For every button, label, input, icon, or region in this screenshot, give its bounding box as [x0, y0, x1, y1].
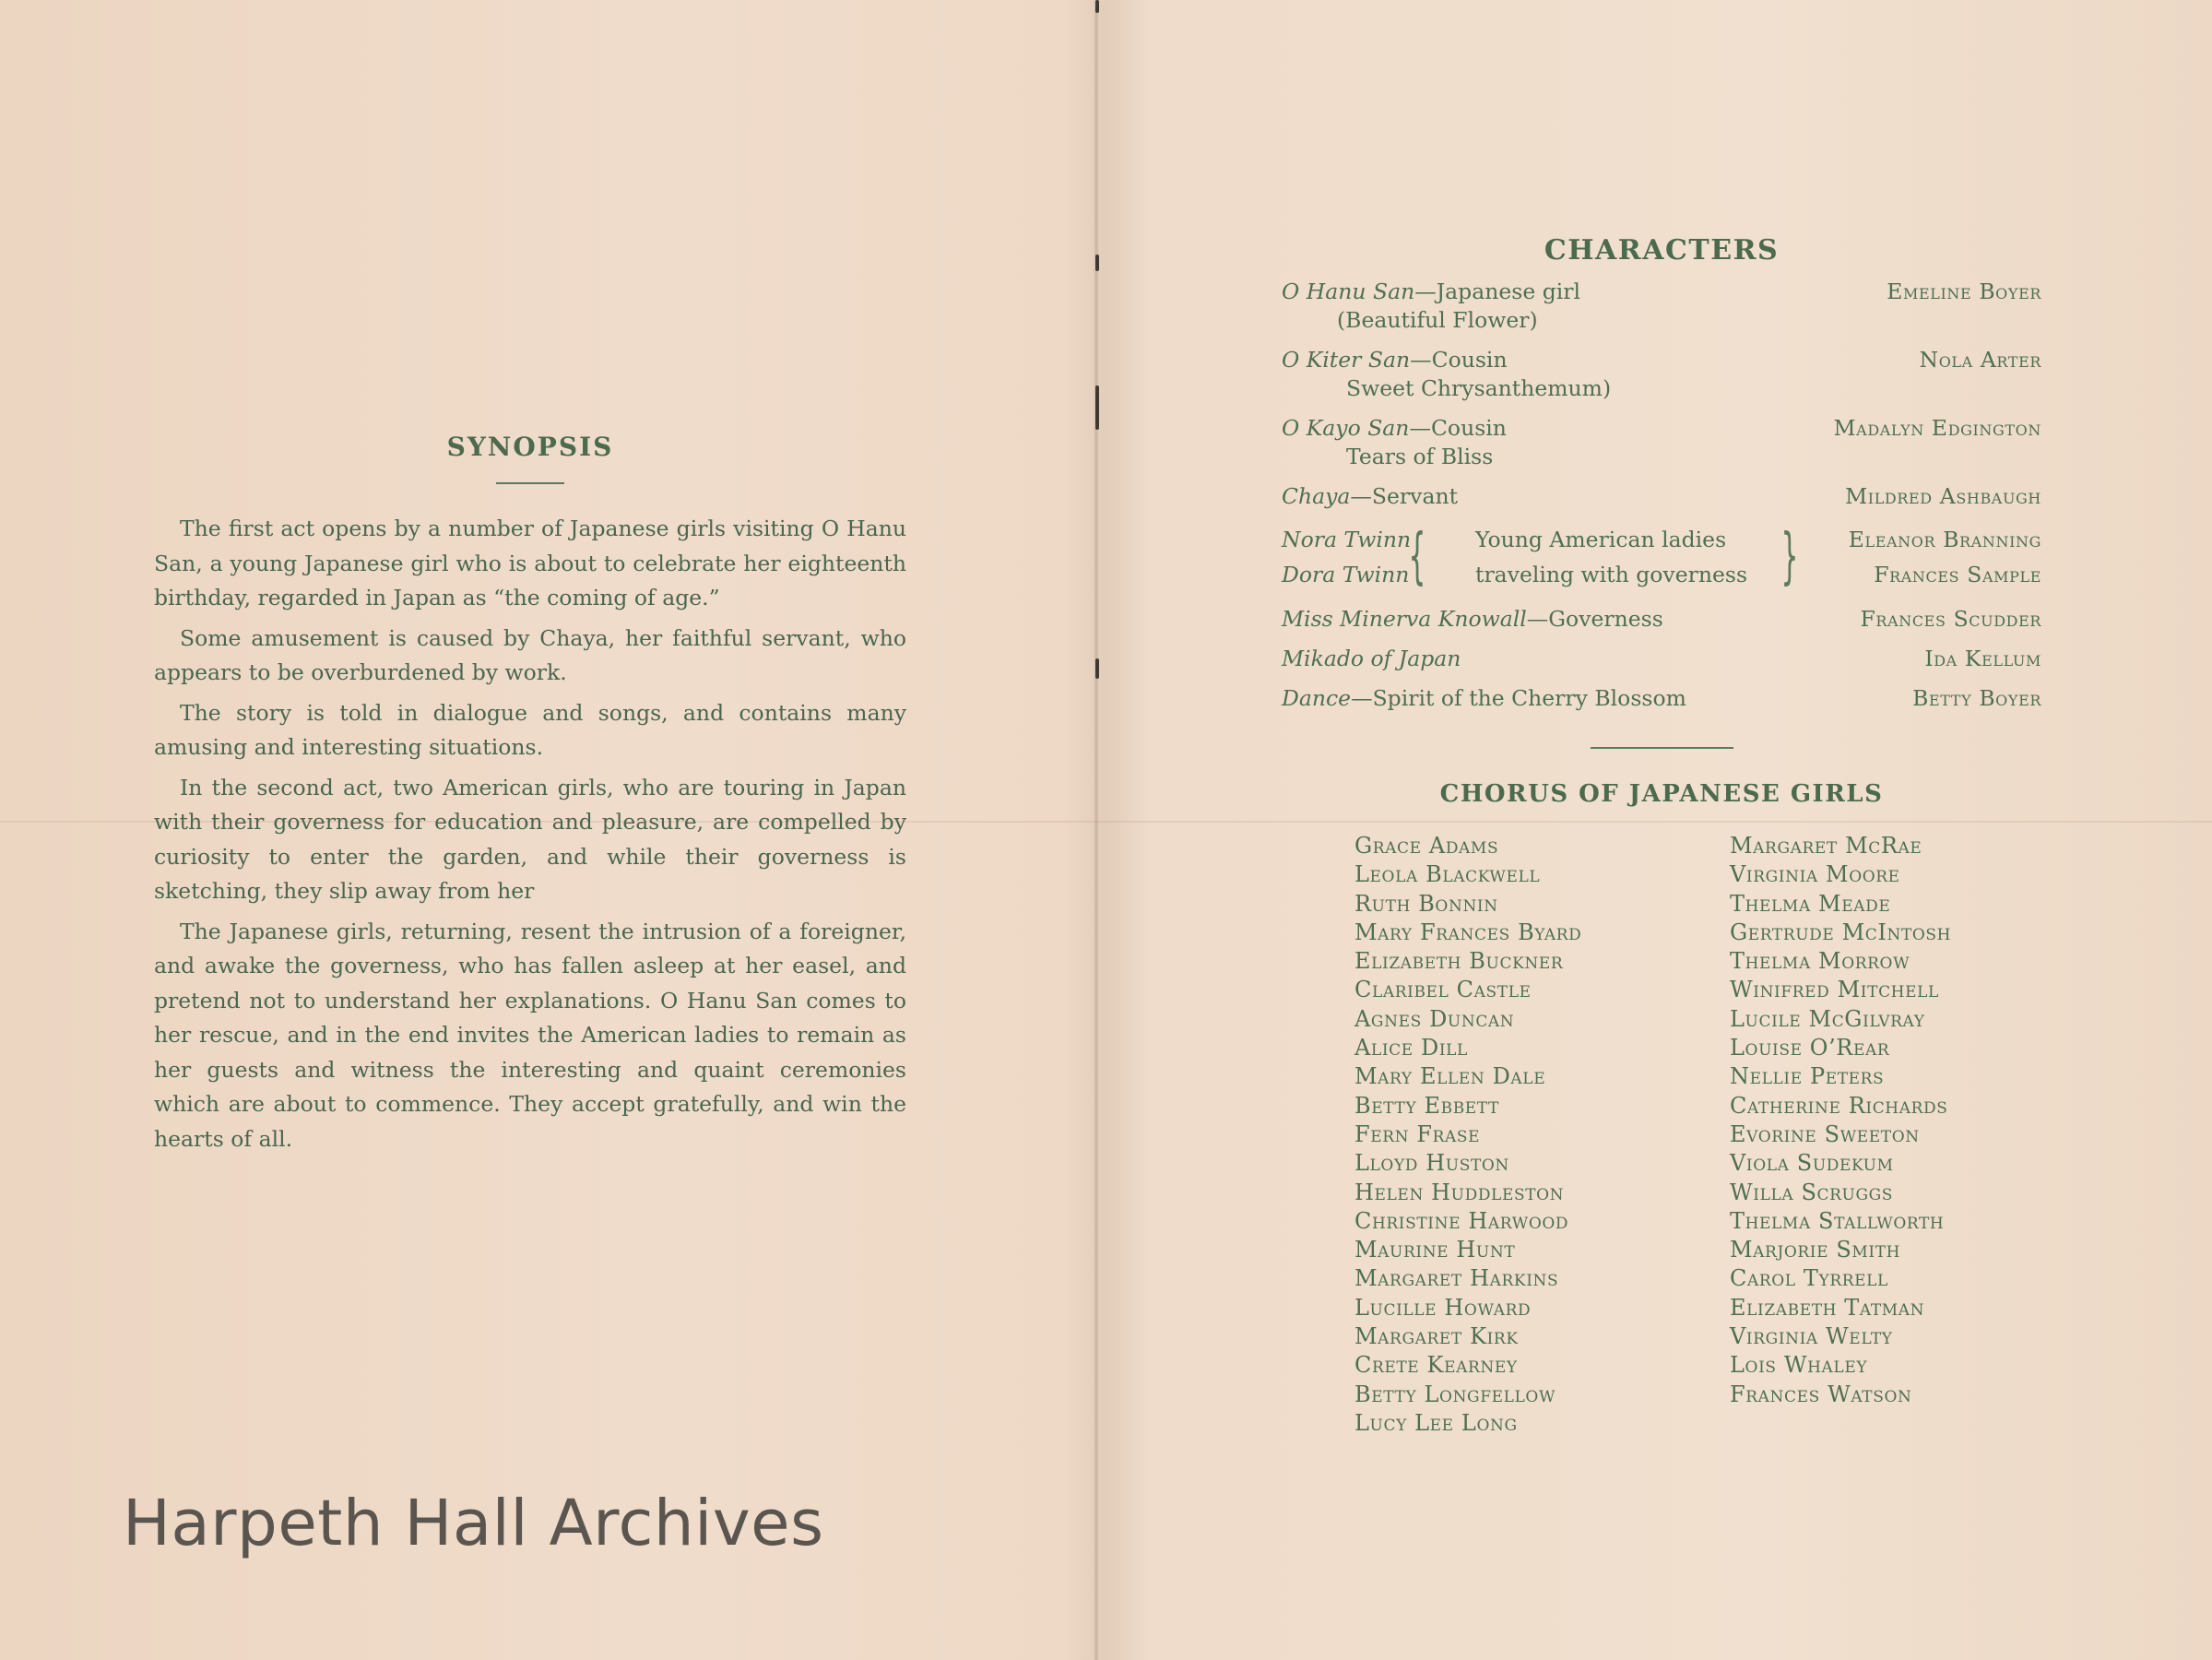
character-row: [1282, 414, 2041, 471]
chorus-member: Agnes Duncan: [1354, 1005, 1515, 1032]
character-desc: —Servant: [1350, 483, 1459, 509]
character-actor: Madalyn Edgington: [1833, 415, 2041, 441]
chorus-member: Mary Ellen Dale: [1354, 1063, 1546, 1090]
synopsis-paragraph: Some amusement is caused by Chaya, her faithful servant, who appears to be overburdened by work.: [154, 624, 906, 685]
section-divider: [1591, 747, 1733, 749]
character-name: Mikado of Japan: [1282, 646, 1461, 671]
chorus-member: Grace Adams: [1354, 833, 1499, 859]
character-actor: Frances Scudder: [1860, 606, 2041, 632]
chorus-member: Mary Frances Byard: [1354, 919, 1582, 945]
staple-top: [1095, 0, 1099, 13]
chorus-member: Thelma Meade: [1730, 890, 1891, 917]
chorus-list-left: [1354, 832, 1581, 1438]
twinn-names: [1282, 522, 1411, 592]
synopsis-section: [154, 432, 906, 1162]
chorus-member: Marjorie Smith: [1730, 1237, 1901, 1263]
chorus-member: Evorine Sweeton: [1730, 1120, 1920, 1147]
character-actor: Nola Arter: [1919, 347, 2041, 373]
chorus-title: CHORUS OF JAPANESE GIRLS: [1439, 780, 1884, 808]
twinn-actors: [1849, 522, 2041, 592]
character-desc: traveling with governess: [1475, 562, 1748, 587]
chorus-member: Claribel Castle: [1354, 977, 1532, 1003]
chorus-member: Winifred Mitchell: [1730, 977, 1939, 1003]
character-row: [1282, 645, 2041, 673]
character-row: [1282, 482, 2041, 511]
chorus-member: Virginia Welty: [1730, 1323, 1893, 1350]
chorus-member: Lloyd Huston: [1354, 1150, 1509, 1177]
character-row: [1282, 278, 2041, 335]
chorus-member: Nellie Peters: [1730, 1063, 1885, 1090]
chorus-member: Willa Scruggs: [1730, 1179, 1894, 1205]
character-actor: Eleanor Branning: [1848, 527, 2041, 552]
chorus-member: Elizabeth Buckner: [1354, 948, 1564, 975]
chorus-member: Lois Whaley: [1730, 1352, 1868, 1379]
synopsis-paragraph: The Japanese girls, returning, resent the intrusion of a foreigner, and awake the governess, who has fallen asleep at her easel, and pretend not to understand her explanations. O Hanu San comes to her rescue, and in the end invites the American ladies to remain as her guests and witness the interesting and quaint ceremonies which are about to commence. They accept gratefully, and win the hearts of all.: [154, 918, 906, 1152]
character-desc: —Cousin: [1409, 415, 1507, 441]
chorus-member: Elizabeth Tatman: [1730, 1294, 1925, 1321]
characters-title: CHARACTERS: [1544, 234, 1780, 267]
synopsis-title: SYNOPSIS: [446, 432, 614, 462]
chorus-member: Helen Huddleston: [1354, 1179, 1565, 1205]
character-desc: —Japanese girl: [1414, 279, 1581, 304]
left-brace-icon: {: [1408, 520, 1426, 591]
character-name: O Hanu San: [1282, 279, 1415, 304]
chorus-member: Betty Ebbett: [1354, 1092, 1499, 1119]
character-actor: Betty Boyer: [1912, 685, 2041, 711]
chorus-list-right: [1730, 832, 1951, 1409]
synopsis-paragraph: In the second act, two American girls, who are touring in Japan with their governess for education and pleasure, are compelled by curiosity to enter the garden, and while their governess is sketching, they slip away from her: [154, 774, 906, 904]
chorus-member: Alice Dill: [1354, 1035, 1468, 1061]
chorus-member: Christine Harwood: [1354, 1207, 1569, 1234]
chorus-member: Catherine Richards: [1730, 1092, 1948, 1119]
character-actor: Frances Sample: [1874, 562, 2041, 587]
character-name: O Kayo San: [1282, 415, 1410, 441]
synopsis-paragraph: The first act opens by a number of Japanese girls visiting O Hanu San, a young Japanese girl who is about to celebrate her eighteenth birthday, regarded in Japan as “the coming of age.”: [154, 516, 906, 611]
character-row: [1282, 346, 2041, 403]
chorus-member: Thelma Morrow: [1730, 948, 1910, 975]
character-actor: Emeline Boyer: [1887, 279, 2041, 304]
twinn-desc: [1475, 522, 1747, 592]
synopsis-divider: [496, 482, 564, 484]
right-brace-icon: }: [1780, 520, 1799, 591]
character-actor: Ida Kellum: [1924, 646, 2041, 671]
chorus-member: Leola Blackwell: [1354, 861, 1541, 888]
chorus-member: Lucille Howard: [1354, 1294, 1532, 1321]
chorus-member: Lucy Lee Long: [1354, 1409, 1518, 1436]
character-name: Chaya: [1282, 483, 1351, 509]
archive-watermark: Harpeth Hall Archives: [123, 1487, 824, 1560]
character-desc: —Spirit of the Cherry Blossom: [1351, 685, 1686, 711]
character-name: Dance: [1282, 685, 1352, 711]
chorus-member: Carol Tyrrell: [1730, 1265, 1888, 1292]
characters-section: [1282, 234, 2041, 724]
chorus-member: Fern Frase: [1354, 1120, 1481, 1147]
twinn-pair: [1282, 522, 2041, 596]
character-desc: —Cousin: [1410, 347, 1508, 373]
chorus-member: Frances Watson: [1730, 1381, 1912, 1407]
center-fold: [1094, 0, 1099, 1660]
chorus-member: Lucile McGilvray: [1730, 1005, 1925, 1032]
staple-2: [1095, 385, 1099, 430]
chorus-member: Thelma Stallworth: [1730, 1207, 1945, 1234]
character-name: Nora Twinn: [1282, 527, 1412, 552]
character-name: Miss Minerva Knowall: [1282, 606, 1527, 632]
character-subtitle: Sweet Chrysanthemum): [1346, 375, 1612, 401]
staple-3: [1095, 658, 1099, 679]
character-name: Dora Twinn: [1282, 562, 1410, 587]
chorus-member: Gertrude McIntosh: [1730, 919, 1952, 945]
character-name: O Kiter San: [1282, 347, 1411, 373]
chorus-member: Margaret Kirk: [1354, 1323, 1519, 1350]
character-actor: Mildred Ashbaugh: [1845, 483, 2041, 509]
chorus-member: Margaret Harkins: [1354, 1265, 1559, 1292]
character-row: [1282, 605, 2041, 634]
staple-1: [1095, 255, 1099, 271]
chorus-member: Virginia Moore: [1730, 861, 1900, 888]
character-desc: Young American ladies: [1475, 527, 1727, 552]
chorus-member: Maurine Hunt: [1354, 1237, 1516, 1263]
chorus-member: Betty Longfellow: [1354, 1381, 1556, 1407]
chorus-member: Louise O’Rear: [1730, 1035, 1890, 1061]
synopsis-paragraph: The story is told in dialogue and songs, and contains many amusing and interesting situations.: [154, 699, 906, 760]
character-subtitle: (Beautiful Flower): [1337, 307, 1538, 333]
character-subtitle: Tears of Bliss: [1346, 444, 1494, 469]
chorus-member: Ruth Bonnin: [1354, 890, 1498, 917]
character-row: [1282, 684, 2041, 713]
chorus-member: Crete Kearney: [1354, 1352, 1518, 1379]
chorus-member: Viola Sudekum: [1730, 1150, 1894, 1177]
character-desc: —Governess: [1526, 606, 1663, 632]
chorus-member: Margaret McRae: [1730, 833, 1922, 859]
